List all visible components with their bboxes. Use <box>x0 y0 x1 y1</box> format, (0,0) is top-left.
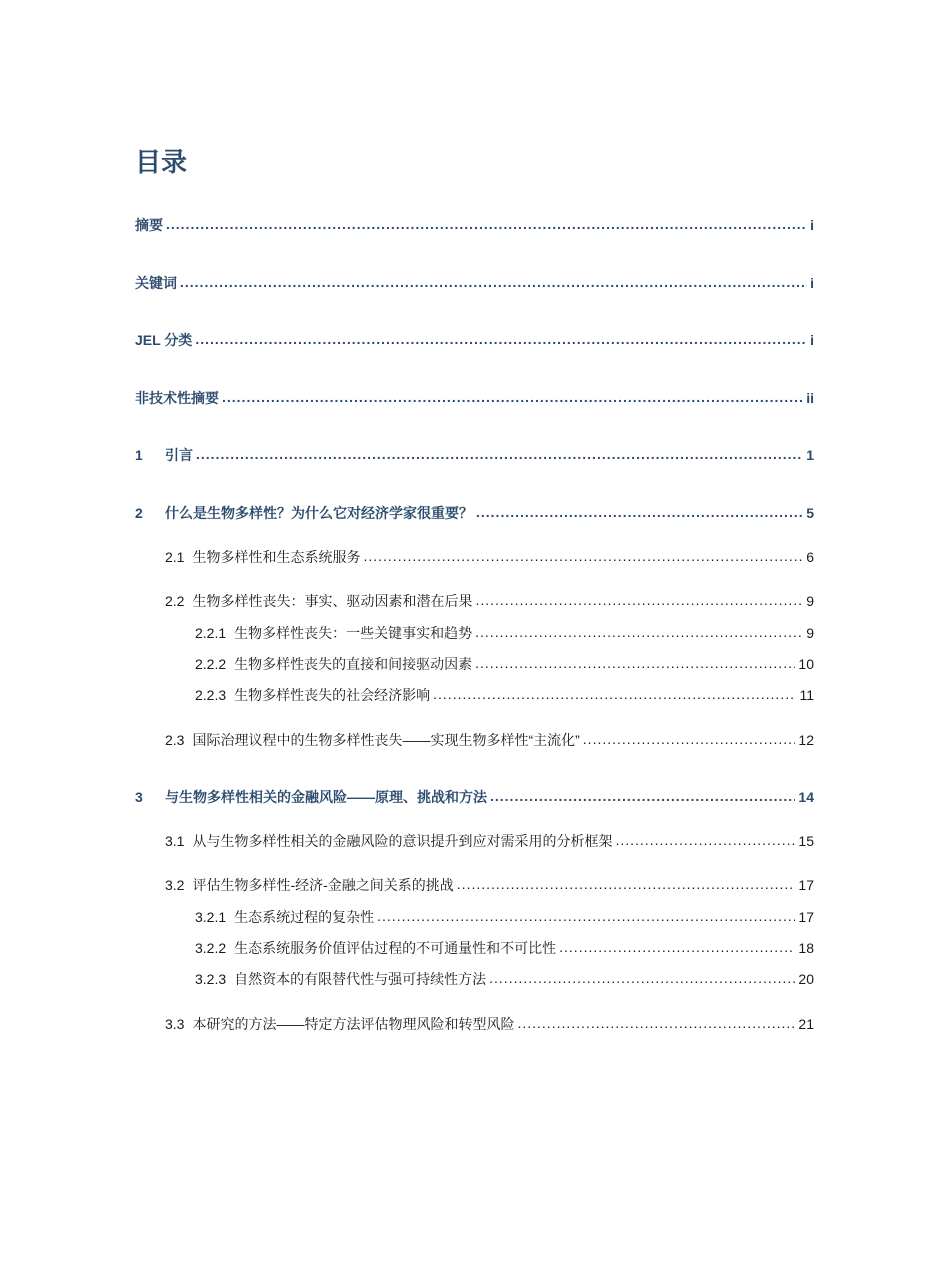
toc-entry-page-number: i <box>810 332 814 348</box>
toc-entry-label: 评估生物多样性-经济-金融之间关系的挑战 <box>192 877 454 893</box>
dot-leader <box>475 622 803 642</box>
toc-entry[interactable] <box>195 685 814 705</box>
toc-entry-page-number: 11 <box>799 687 814 703</box>
toc-entry-page-number: 9 <box>806 593 814 609</box>
dot-leader <box>433 684 796 704</box>
toc-entry-page-number: i <box>810 217 814 233</box>
toc-entry-label: 从与生物多样性相关的金融风险的意识提升到应对需采用的分析框架 <box>192 833 613 849</box>
toc-entry-page-number: 1 <box>806 447 814 463</box>
toc-entry[interactable] <box>135 388 814 408</box>
toc-entry-label: 生物多样性丧失的直接和间接驱动因素 <box>234 656 473 672</box>
dot-leader <box>363 546 803 566</box>
dot-leader <box>457 874 796 894</box>
toc-entry[interactable] <box>165 1014 814 1034</box>
toc-entry-number: 2.2.2 <box>195 656 227 672</box>
toc-entry-number: 3.3 <box>165 1016 185 1032</box>
toc-entry-label: 生物多样性丧失：事实、驱动因素和潜在后果 <box>192 593 473 609</box>
toc-entry[interactable] <box>195 969 814 989</box>
dot-leader <box>490 786 795 806</box>
toc-entry-number: 2.2 <box>165 593 185 609</box>
toc-entry[interactable] <box>165 730 814 750</box>
toc-entry-number: 3.2.3 <box>195 971 227 987</box>
toc-entry-number: 2.1 <box>165 549 185 565</box>
toc-entry-label: 生物多样性丧失：一些关键事实和趋势 <box>234 625 473 641</box>
toc-entry[interactable] <box>165 875 814 895</box>
toc-entry-page-number: 14 <box>798 789 814 805</box>
toc-entry-page-number: 21 <box>798 1016 814 1032</box>
toc-entry-page-number: ii <box>806 390 814 406</box>
toc-entry[interactable] <box>195 654 814 674</box>
dot-leader <box>222 387 803 407</box>
toc-entry[interactable] <box>135 215 814 235</box>
toc-entry-page-number: i <box>810 275 814 291</box>
dot-leader <box>517 1013 795 1033</box>
toc-entry-page-number: 6 <box>806 549 814 565</box>
dot-leader <box>180 272 807 292</box>
toc-entry-label: 非技术性摘要 <box>135 390 219 406</box>
toc-entry-label: 自然资本的有限替代性与强可持续性方法 <box>234 971 487 987</box>
toc-entry-label: 生物多样性丧失的社会经济影响 <box>234 687 431 703</box>
dot-leader <box>476 502 803 522</box>
toc-entry-number: 3 <box>135 789 143 805</box>
toc-entry[interactable] <box>135 787 814 807</box>
toc-entry-number: 2.3 <box>165 732 185 748</box>
dot-leader <box>195 329 807 349</box>
toc-entry-number: 3.2.1 <box>195 909 227 925</box>
toc-entry-page-number: 12 <box>798 732 814 748</box>
toc-entry[interactable] <box>135 330 814 350</box>
toc-entry-label: 生物多样性和生态系统服务 <box>192 549 361 565</box>
toc-entry[interactable] <box>135 273 814 293</box>
toc-entry-number: 3.1 <box>165 833 185 849</box>
toc-entry-number: 2.2.1 <box>195 625 227 641</box>
toc-entry[interactable] <box>135 503 814 523</box>
toc-entry-label: 与生物多样性相关的金融风险——原理、挑战和方法 <box>165 789 487 805</box>
toc-entry-page-number: 15 <box>798 833 814 849</box>
toc-entry[interactable] <box>195 938 814 958</box>
toc-entry-page-number: 20 <box>798 971 814 987</box>
dot-leader <box>583 729 796 749</box>
toc-entry[interactable] <box>165 591 814 611</box>
dot-leader <box>166 214 807 234</box>
toc-entry-label: 国际治理议程中的生物多样性丧失——实现生物多样性“主流化” <box>192 732 580 748</box>
toc-entry-page-number: 5 <box>806 505 814 521</box>
toc-entry-label: 摘要 <box>135 217 163 233</box>
toc-title: 目录 <box>135 148 188 178</box>
dot-leader <box>615 830 795 850</box>
toc-entry-page-number: 18 <box>798 940 814 956</box>
toc-entry-number: 2.2.3 <box>195 687 227 703</box>
toc-entry-label: 生态系统过程的复杂性 <box>234 909 375 925</box>
toc-entry-number: 1 <box>135 447 143 463</box>
dot-leader <box>489 968 795 988</box>
toc-entry-label: 引言 <box>165 447 193 463</box>
toc-entry-label: 本研究的方法——特定方法评估物理风险和转型风险 <box>192 1016 515 1032</box>
toc-entry-page-number: 10 <box>798 656 814 672</box>
toc-entry-number: 3.2.2 <box>195 940 227 956</box>
toc-entry-page-number: 17 <box>798 877 814 893</box>
toc-entry-page-number: 9 <box>806 625 814 641</box>
dot-leader <box>475 590 803 610</box>
toc-entry[interactable] <box>195 623 814 643</box>
toc-entry-number: 3.2 <box>165 877 185 893</box>
toc-entry-label: 关键词 <box>135 275 177 291</box>
toc-entry[interactable] <box>165 831 814 851</box>
toc-entry[interactable] <box>165 547 814 567</box>
toc-entry[interactable] <box>135 445 814 465</box>
toc-entry-page-number: 17 <box>798 909 814 925</box>
dot-leader <box>559 937 795 957</box>
toc-entry-label: 什么是生物多样性？为什么它对经济学家很重要？ <box>165 505 473 521</box>
dot-leader <box>196 444 803 464</box>
dot-leader <box>377 906 795 926</box>
toc-entry[interactable] <box>195 907 814 927</box>
toc-entry-label: JEL 分类 <box>135 332 193 348</box>
dot-leader <box>475 653 795 673</box>
toc-entry-number: 2 <box>135 505 143 521</box>
toc-entry-label: 生态系统服务价值评估过程的不可通量性和不可比性 <box>234 940 557 956</box>
